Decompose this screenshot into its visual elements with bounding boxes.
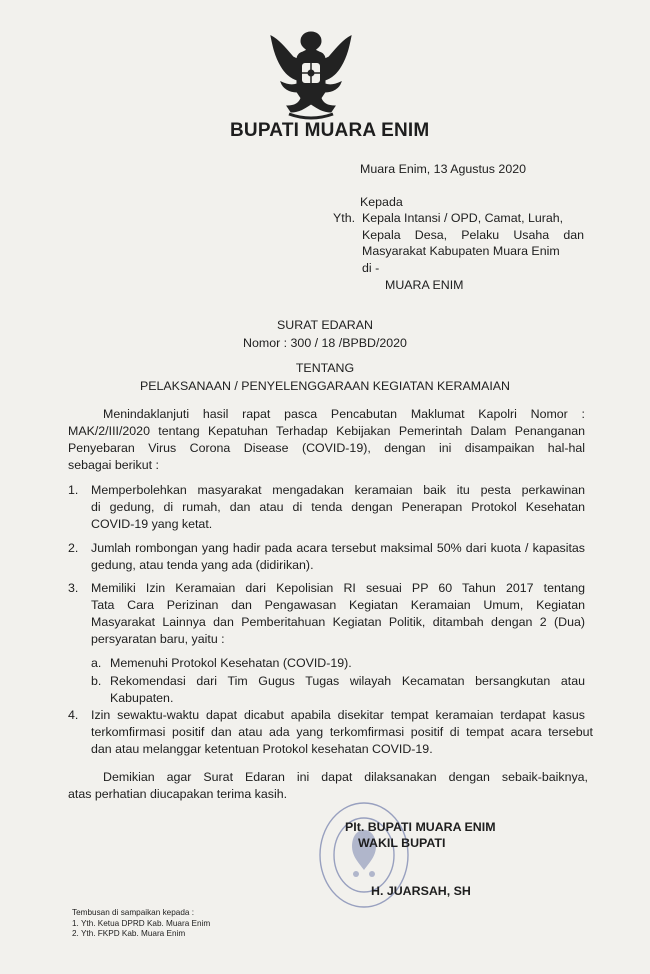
item-1-line-3: COVID-19 yang ketat. bbox=[91, 517, 213, 531]
item-4-line-3: dan atau melanggar ketentuan Protokol kesehatan COVID-19. bbox=[91, 742, 433, 756]
subitem-a-line-1: Memenuhi Protokol Kesehatan (COVID-19). bbox=[110, 656, 352, 670]
subitem-b-line-2: Kabupaten. bbox=[110, 691, 174, 705]
item-2-line-2: gedung, atau tenda yang ada (didirikan). bbox=[91, 558, 314, 572]
item-3-line-2: Tata Cara Perizinan dan Pengawasan Kegiatan Keramaian Umum, Kegiatan bbox=[91, 598, 585, 612]
item-3-line-1: Memiliki Izin Keramaian dari Kepolisian RI sesuai PP 60 Tahun 2017 tentang bbox=[91, 581, 585, 595]
closing-line-2: atas perhatian diucapakan terima kasih. bbox=[68, 787, 288, 801]
letter-type: SURAT EDARAN bbox=[277, 318, 373, 332]
signatory-name: H. JUARSAH, SH bbox=[371, 884, 471, 898]
intro-line-2: MAK/2/III/2020 tentang Kepatuhan Terhadap Kebijakan Pemerintah Dalam Penanganan bbox=[68, 424, 585, 438]
letter-number: Nomor : 300 / 18 /BPBD/2020 bbox=[243, 336, 407, 350]
item-3-line-3: Masyarakat Lainnya dan Pemberitahuan Kegiatan Politik, ditambah dengan 2 (Dua) bbox=[91, 615, 585, 629]
recipient-line1: Kepala Intansi / OPD, Camat, Lurah, bbox=[362, 211, 564, 225]
item-3-line-4: persyaratan baru, yaitu : bbox=[91, 632, 225, 646]
recipient-di: di - bbox=[362, 261, 380, 275]
item-4-line-1: Izin sewaktu-waktu dapat dicabut apabila disekitar tempat keramaian terdapat kasus bbox=[91, 708, 585, 722]
item-4-line-2: terkomfirmasi positif dan atau ada yang terkomfirmasi positif di tempat acara tersebut bbox=[91, 725, 593, 739]
closing-line-1: Demikian agar Surat Edaran ini dapat dilaksanakan dengan sebaik-baiknya, bbox=[103, 770, 588, 784]
item-1-line-2: di gedung, di rumah, dan atau di tenda dengan Penerapan Protokol Kesehatan bbox=[91, 500, 585, 514]
item-4-number: 4. bbox=[68, 708, 79, 722]
recipient-yth: Yth. bbox=[333, 211, 356, 225]
subitem-b-letter: b. bbox=[91, 674, 102, 688]
item-1-number: 1. bbox=[68, 483, 79, 497]
item-1-line-1: Memperbolehkan masyarakat mengadakan keramaian baik itu pesta perkawinan bbox=[91, 483, 585, 497]
item-2-number: 2. bbox=[68, 541, 79, 555]
intro-line-1: Menindaklanjuti hasil rapat pasca Pencabutan Maklumat Kapolri Nomor : bbox=[103, 407, 585, 421]
intro-line-3: Penyebaran Virus Corona Disease (COVID-19), dengan ini disampaikan hal-hal bbox=[68, 441, 585, 455]
letter-head-title: BUPATI MUARA ENIM bbox=[230, 120, 430, 141]
recipient-city: MUARA ENIM bbox=[385, 278, 464, 292]
tembusan-item-1: 1. Yth. Ketua DPRD Kab. Muara Enim bbox=[72, 919, 211, 928]
garuda-emblem bbox=[263, 26, 359, 126]
tembusan-item-2: 2. Yth. FKPD Kab. Muara Enim bbox=[72, 929, 186, 938]
recipient-kepada: Kepada bbox=[360, 195, 403, 209]
intro-line-4: sebagai berikut : bbox=[68, 458, 159, 472]
subitem-a-letter: a. bbox=[91, 656, 102, 670]
signature-role-2: WAKIL BUPATI bbox=[358, 836, 446, 850]
recipient-line2: Kepala Desa, Pelaku Usaha dan bbox=[362, 228, 584, 242]
item-3-number: 3. bbox=[68, 581, 79, 595]
place-date: Muara Enim, 13 Agustus 2020 bbox=[360, 162, 526, 176]
subitem-b-line-1: Rekomendasi dari Tim Gugus Tugas wilayah Kecamatan bersangkutan atau bbox=[110, 674, 585, 688]
signature-role-1: PIt. BUPATI MUARA ENIM bbox=[345, 820, 496, 834]
tembusan-title: Tembusan di sampaikan kepada : bbox=[72, 908, 194, 917]
letter-tentang: TENTANG bbox=[295, 361, 355, 375]
letter-subject: PELAKSANAAN / PENYELENGGARAAN KEGIATAN KERAMAIAN bbox=[140, 379, 510, 393]
item-2-line-1: Jumlah rombongan yang hadir pada acara tersebut maksimal 50% dari kuota / kapasitas bbox=[91, 541, 585, 555]
recipient-line3: Masyarakat Kabupaten Muara Enim bbox=[362, 244, 560, 258]
